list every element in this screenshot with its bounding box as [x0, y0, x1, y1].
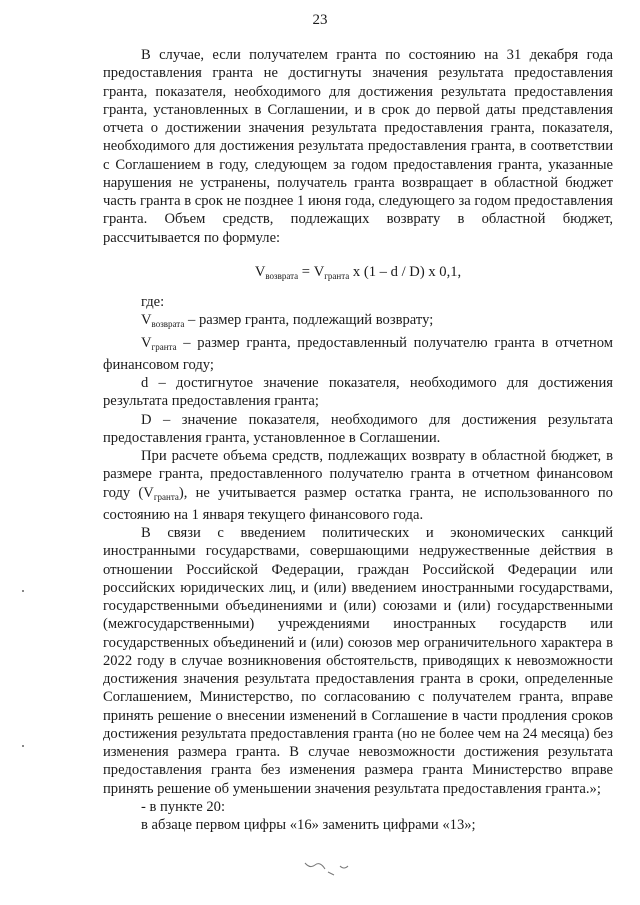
definition-D: D – значение показателя, необходимого для достижения результата предоставления гранта, установленное в Соглашении. — [103, 411, 613, 446]
scan-mark — [22, 590, 24, 592]
paragraph-calculation — [103, 447, 613, 524]
formula-rest: x (1 – d / D) x 0,1, — [349, 263, 462, 280]
def-v-return-sub: возврата — [151, 319, 185, 330]
document-body — [103, 46, 613, 834]
calc-text-a: При расчете объема средств, подлежащих возврату в областной бюджет, в размере гранта, предоставленного получателю гранта в отчетном финансовом году (V — [103, 448, 613, 501]
def-v-return-text: – размер гранта, подлежащий возврату; — [184, 312, 434, 329]
formula-sub-grant: гранта — [324, 270, 350, 281]
item-20: - в пункте 20: — [141, 798, 226, 815]
definition-v-grant — [103, 334, 613, 375]
def-v-grant-letter: V — [141, 334, 152, 351]
formula-v-grant: V — [313, 263, 325, 280]
formula-sub-return: возврата — [265, 270, 299, 281]
def-v-grant-sub: гранта — [151, 341, 177, 352]
formula — [103, 263, 613, 285]
paragraph-sanctions: В связи с введением политических и экономических санкций иностранными государствами, совершающими недружественные действия в отношении Российской Федерации, граждан Российской Федерации или российских юридических лиц, и (или) введением иностранными государствами, государственными объединениями и (или) союзами и (или) государственными (межгосударственными) учреждениями иностранных государств или государственных объединений и (или) союзов мер ограничительного характера в 2022 году в случае возникновения обстоятельств, приводящих к невозможности достижения значения результата предоставления гранта в сроки, определенные Соглашением, Министерство, по согласованию с получателем гранта, вправе принять решение о внесении изменений в Соглашение в части продления сроков достижения результата предоставления гранта (но не более чем на 24 месяца) без изменения размера гранта. В случае невозможности достижения результата предоставления гранта без изменения размера гранта Министерство вправе принять решение об уменьшении значения результата предоставления гранта.»; — [103, 525, 613, 797]
calc-text-b: ), не учитывается размер остатка гранта, не использованного по состоянию на 1 января текущего финансового года. — [103, 484, 613, 523]
page-number: 23 — [312, 12, 328, 28]
paragraph-grant-return: В случае, если получателем гранта по состоянию на 31 декабря года предоставления гранта не достигнуты значения результата предоставления гранта, показателя, необходимого для достижения результата предоставления гранта, установленных в Соглашении, и в срок до первой даты представления отчета о достижении значения результата предоставления гранта, показателя, необходимого для достижения результата предоставления гранта, в соответствии с Соглашением в году, следующем за годом предоставления гранта, указанные нарушения не устранены, получатель гранта возвращает в областной бюджет часть гранта в срок не позднее 1 июня года, следующего за годом предоставления гранта. Объем средств, подлежащих возврату в областной бюджет, рассчитывается по формуле: — [103, 47, 613, 246]
scan-mark — [22, 745, 24, 747]
def-v-grant-text: – размер гранта, предоставленный получателю гранта в отчетном финансовом году; — [103, 334, 613, 373]
where-label: где: — [141, 294, 165, 310]
def-v-letter: V — [141, 312, 152, 329]
definition-v-return — [103, 311, 613, 333]
pen-scribble-icon — [300, 858, 360, 880]
formula-equals: = — [298, 263, 314, 280]
formula-v-return: V — [254, 263, 266, 280]
last-line: в абзаце первом цифры «16» заменить цифрами «13»; — [141, 817, 476, 833]
definition-d: d – достигнутое значение показателя, необходимого для достижения результата предоставления гранта; — [103, 375, 613, 410]
calc-sub: гранта — [153, 491, 179, 502]
